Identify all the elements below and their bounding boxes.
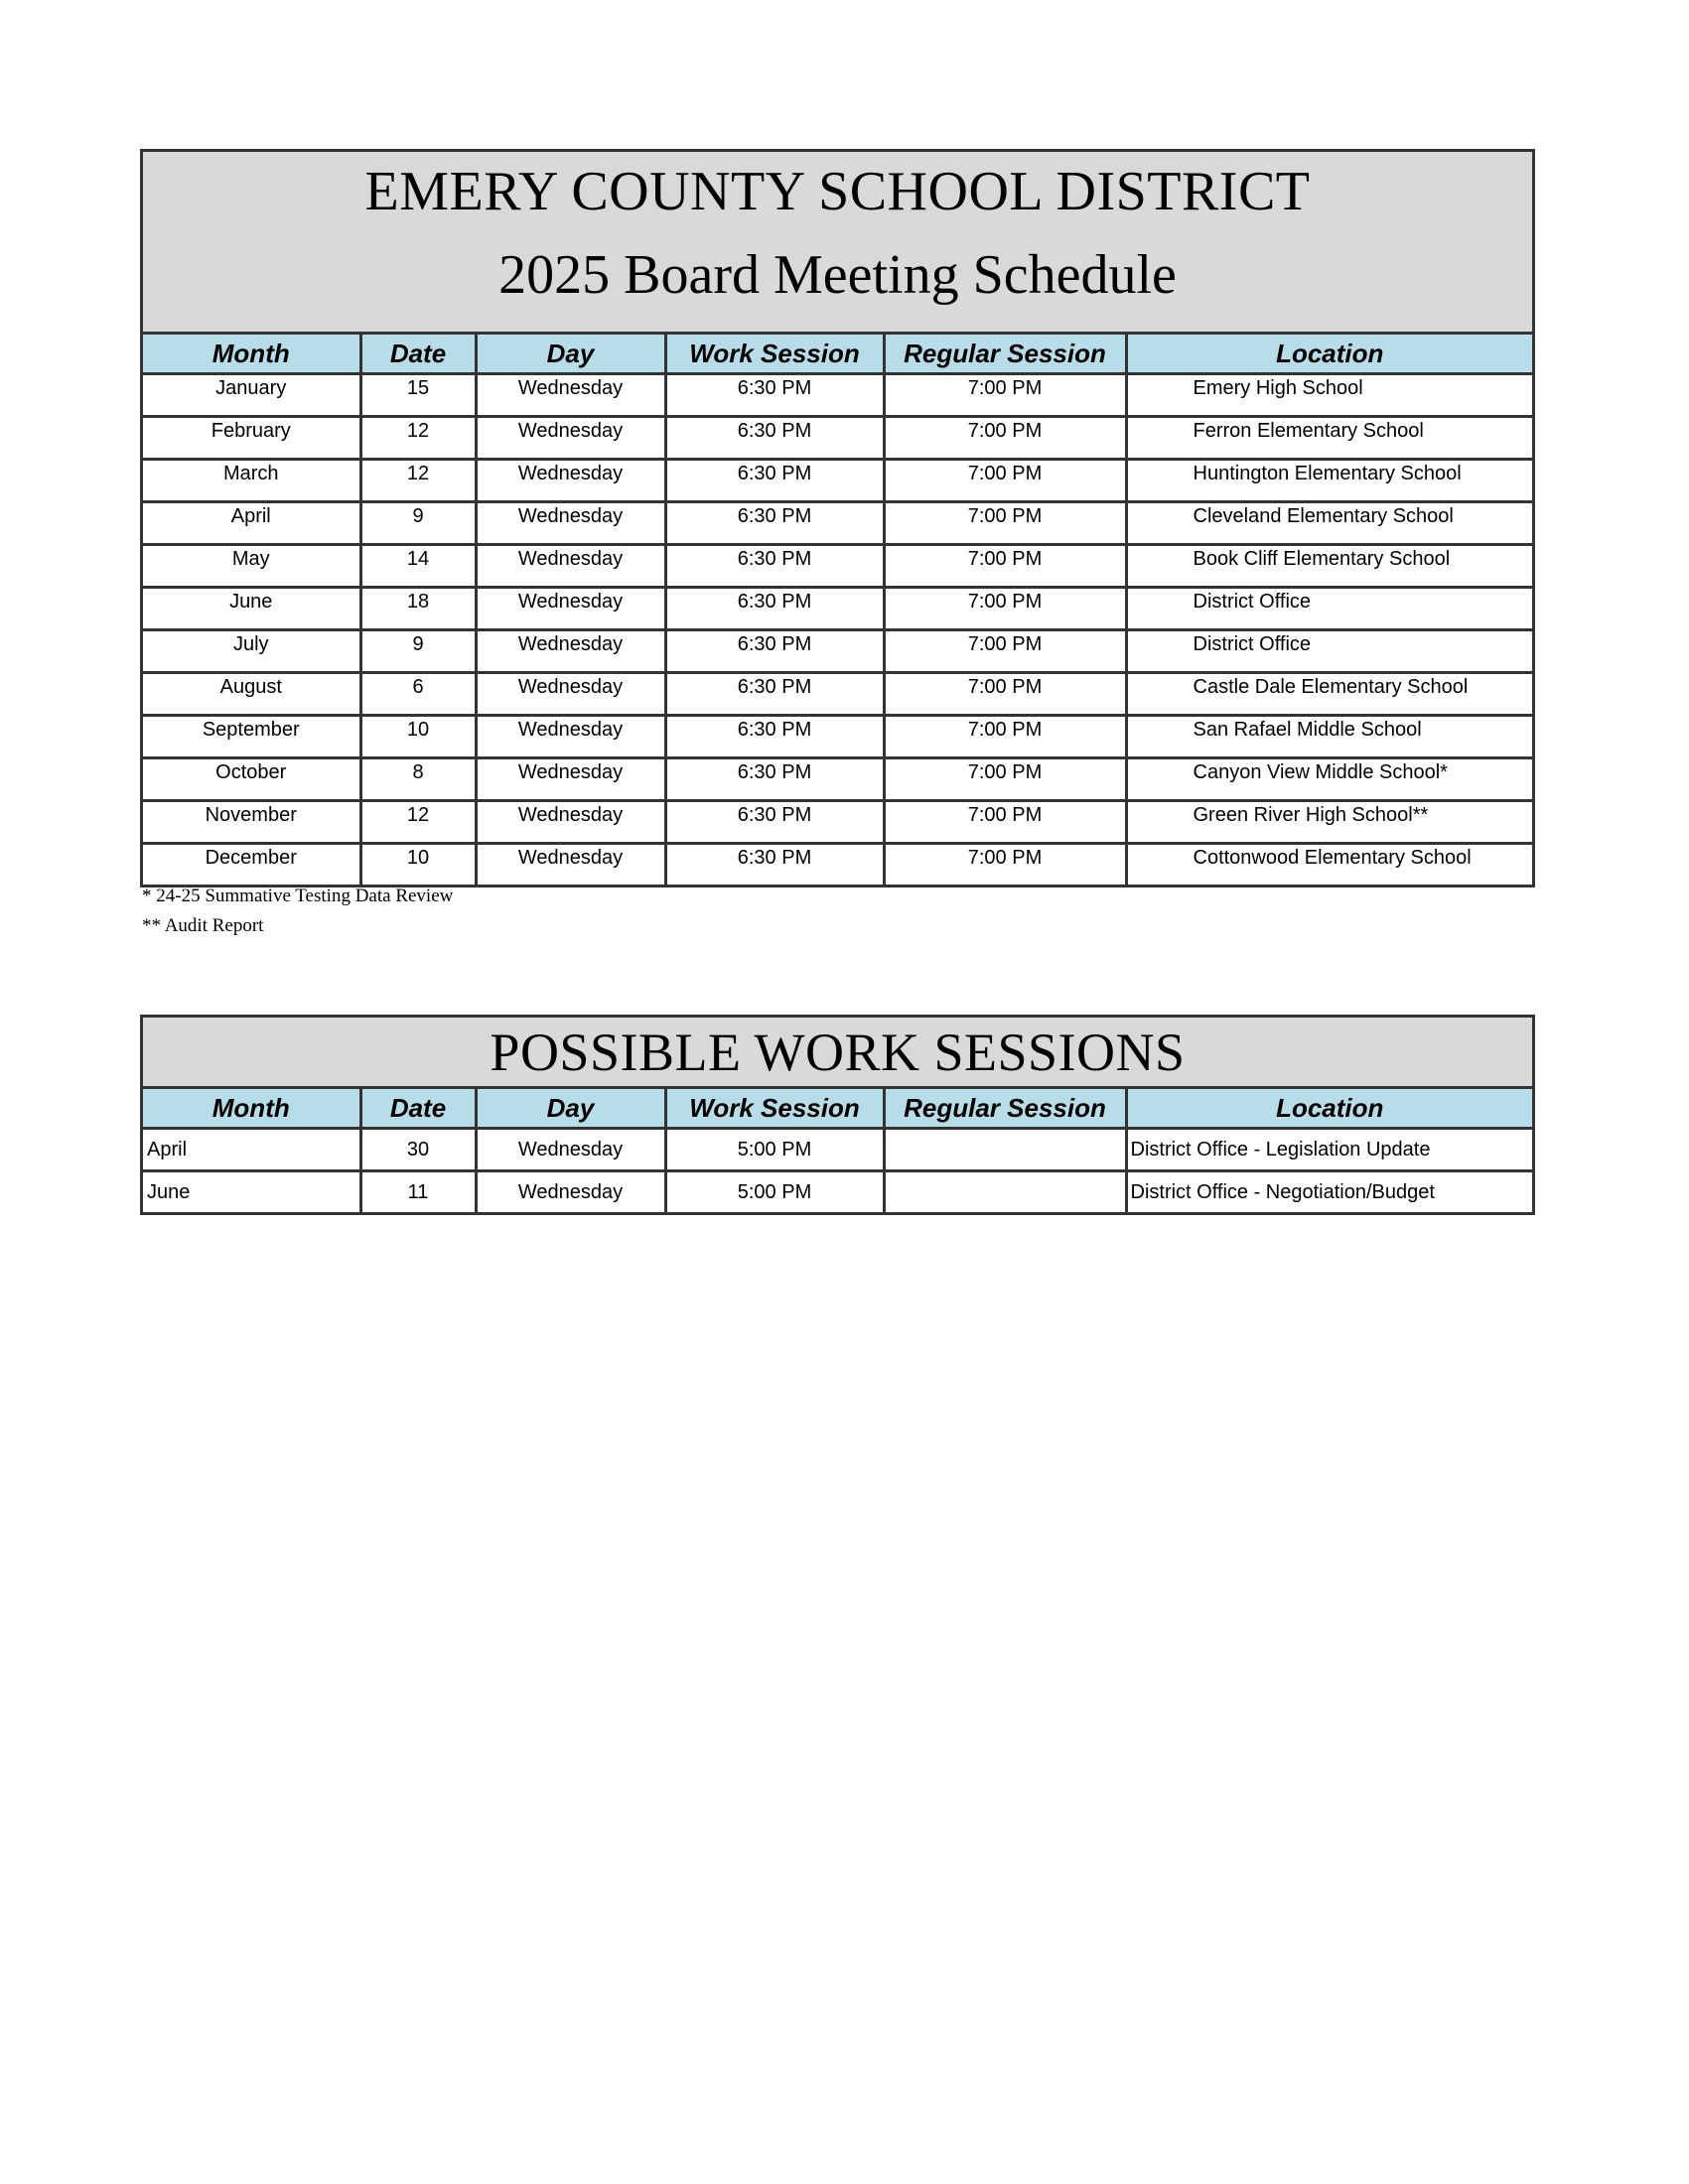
day-cell: Wednesday <box>476 758 665 801</box>
regular-session-cell: 7:00 PM <box>884 588 1126 630</box>
day-cell: Wednesday <box>476 801 665 844</box>
footnote-summative-testing: * 24-25 Summative Testing Data Review <box>142 886 454 906</box>
regular-session-cell: 7:00 PM <box>884 460 1126 502</box>
date-cell: 12 <box>360 801 476 844</box>
regular-session-cell: 7:00 PM <box>884 545 1126 588</box>
column-header-day: Day <box>476 335 665 374</box>
regular-session-cell: 7:00 PM <box>884 844 1126 886</box>
schedule-title: 2025 Board Meeting Schedule <box>498 244 1177 306</box>
possible-work-sessions-table <box>140 1015 1535 1215</box>
table-row <box>143 417 1532 460</box>
location-cell: Green River High School** <box>1126 801 1532 844</box>
location-cell: District Office <box>1126 630 1532 673</box>
month-cell: April <box>143 502 360 545</box>
day-cell: Wednesday <box>476 1171 665 1213</box>
work-session-cell: 6:30 PM <box>665 758 884 801</box>
location-cell: San Rafael Middle School <box>1126 716 1532 758</box>
date-cell: 6 <box>360 673 476 716</box>
column-header-regular-session: Regular Session <box>884 335 1126 374</box>
table-row <box>143 1129 1532 1171</box>
table-row <box>143 844 1532 886</box>
day-cell: Wednesday <box>476 417 665 460</box>
table-row <box>143 716 1532 758</box>
column-header-day: Day <box>476 1089 665 1129</box>
month-cell: August <box>143 673 360 716</box>
table-row <box>143 758 1532 801</box>
date-cell: 14 <box>360 545 476 588</box>
day-cell: Wednesday <box>476 545 665 588</box>
work-session-cell: 6:30 PM <box>665 502 884 545</box>
possible-grid <box>143 1089 1532 1212</box>
possible-work-sessions-title: POSSIBLE WORK SESSIONS <box>490 1023 1186 1082</box>
column-header-work-session: Work Session <box>665 1089 884 1129</box>
month-cell: November <box>143 801 360 844</box>
location-cell: District Office <box>1126 588 1532 630</box>
schedule-title-area <box>143 152 1532 335</box>
column-header-month: Month <box>143 335 360 374</box>
schedule-header-row <box>143 335 1532 374</box>
month-cell: June <box>143 588 360 630</box>
column-header-date: Date <box>360 335 476 374</box>
table-row <box>143 545 1532 588</box>
location-cell: District Office - Negotiation/Budget <box>1126 1171 1532 1213</box>
location-cell: Emery High School <box>1126 374 1532 417</box>
date-cell: 9 <box>360 630 476 673</box>
month-cell: May <box>143 545 360 588</box>
table-row <box>143 460 1532 502</box>
regular-session-cell <box>884 1171 1126 1213</box>
day-cell: Wednesday <box>476 844 665 886</box>
regular-session-cell: 7:00 PM <box>884 630 1126 673</box>
regular-session-cell: 7:00 PM <box>884 502 1126 545</box>
month-cell: April <box>147 1138 188 1160</box>
date-cell: 15 <box>360 374 476 417</box>
schedule-grid <box>143 335 1532 885</box>
table-row <box>143 801 1532 844</box>
district-title: EMERY COUNTY SCHOOL DISTRICT <box>364 161 1311 222</box>
month-cell: June <box>143 1171 360 1213</box>
date-cell: 30 <box>360 1129 476 1171</box>
regular-session-cell: 7:00 PM <box>884 673 1126 716</box>
possible-header-row <box>143 1089 1532 1129</box>
location-cell: Book Cliff Elementary School <box>1126 545 1532 588</box>
table-row <box>143 1171 1532 1213</box>
work-session-cell: 6:30 PM <box>665 417 884 460</box>
column-header-regular-session: Regular Session <box>884 1089 1126 1129</box>
regular-session-cell: 7:00 PM <box>884 417 1126 460</box>
work-session-cell: 6:30 PM <box>665 545 884 588</box>
column-header-month: Month <box>143 1089 360 1129</box>
day-cell: Wednesday <box>476 1129 665 1171</box>
location-cell: Ferron Elementary School <box>1126 417 1532 460</box>
work-session-cell: 6:30 PM <box>665 630 884 673</box>
work-session-cell: 6:30 PM <box>665 460 884 502</box>
regular-session-cell <box>884 1129 1126 1171</box>
possible-title-area <box>143 1018 1532 1089</box>
month-cell: January <box>215 377 287 399</box>
regular-session-cell: 7:00 PM <box>884 716 1126 758</box>
date-cell: 11 <box>360 1171 476 1213</box>
month-cell: July <box>143 630 360 673</box>
work-session-cell: 5:00 PM <box>665 1171 884 1213</box>
month-cell: October <box>143 758 360 801</box>
table-row <box>143 673 1532 716</box>
date-cell: 12 <box>360 417 476 460</box>
table-row <box>143 588 1532 630</box>
date-cell: 18 <box>360 588 476 630</box>
work-session-cell: 6:30 PM <box>665 374 884 417</box>
column-header-location: Location <box>1126 1089 1532 1129</box>
footnote-audit-report: ** Audit Report <box>142 915 264 936</box>
month-cell: February <box>143 417 360 460</box>
work-session-cell: 6:30 PM <box>665 844 884 886</box>
column-header-date: Date <box>360 1089 476 1129</box>
day-cell: Wednesday <box>476 374 665 417</box>
table-row <box>143 630 1532 673</box>
day-cell: Wednesday <box>476 716 665 758</box>
date-cell: 9 <box>360 502 476 545</box>
day-cell: Wednesday <box>476 460 665 502</box>
column-header-work-session: Work Session <box>665 335 884 374</box>
location-cell: District Office - Legislation Update <box>1126 1129 1532 1171</box>
column-header-location: Location <box>1126 335 1532 374</box>
location-cell: Huntington Elementary School <box>1126 460 1532 502</box>
day-cell: Wednesday <box>476 588 665 630</box>
month-cell: March <box>143 460 360 502</box>
date-cell: 8 <box>360 758 476 801</box>
work-session-cell: 6:30 PM <box>665 801 884 844</box>
day-cell: Wednesday <box>476 630 665 673</box>
table-row <box>143 374 1532 417</box>
footnotes <box>142 882 453 941</box>
date-cell: 10 <box>360 716 476 758</box>
day-cell: Wednesday <box>476 502 665 545</box>
location-cell: Cottonwood Elementary School <box>1126 844 1532 886</box>
table-row <box>143 502 1532 545</box>
date-cell: 10 <box>360 844 476 886</box>
regular-session-cell: 7:00 PM <box>884 374 1126 417</box>
location-cell: Cleveland Elementary School <box>1126 502 1532 545</box>
regular-session-cell: 7:00 PM <box>884 758 1126 801</box>
work-session-cell: 6:30 PM <box>665 588 884 630</box>
date-cell: 12 <box>360 460 476 502</box>
location-cell: Canyon View Middle School* <box>1126 758 1532 801</box>
day-cell: Wednesday <box>476 673 665 716</box>
regular-session-cell: 7:00 PM <box>884 801 1126 844</box>
work-session-cell: 6:30 PM <box>665 716 884 758</box>
location-cell: Castle Dale Elementary School <box>1126 673 1532 716</box>
work-session-cell: 6:30 PM <box>665 673 884 716</box>
month-cell: September <box>143 716 360 758</box>
board-meeting-schedule-table <box>140 149 1535 887</box>
month-cell: December <box>143 844 360 886</box>
work-session-cell: 5:00 PM <box>665 1129 884 1171</box>
